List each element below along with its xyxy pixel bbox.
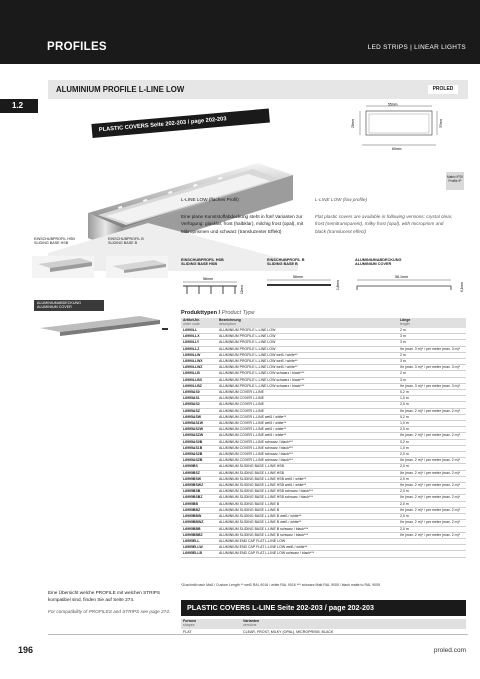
cell-length: 1,0 m	[398, 445, 466, 451]
drawing-row-label-hsb: EINSCHUBPROFIL HSB SLIDING BASE HSB	[181, 258, 224, 267]
cell-length: 2,0 m	[398, 489, 466, 495]
col-versions: Varianten versions	[241, 619, 466, 629]
table-row	[181, 551, 466, 557]
description-de-heading: L-LINE LOW (flaches Profil)	[181, 197, 239, 202]
cell-description: ALUMINIUM SLIDING BASE L-LINE HSB	[217, 470, 398, 476]
cell-description: ALUMINIUM PROFILE L-LINE LOW	[217, 328, 398, 334]
cell-description: ALUMINIUM SLIDING BASE L-LINE B schwarz / black***	[217, 526, 398, 532]
cell-description: ALUMINIUM SLIDING BASE L-LINE HSB weiß / white**	[217, 483, 398, 489]
cell-length: 2,0 m	[398, 514, 466, 520]
cell-length: 3 m	[398, 359, 466, 365]
cell-order-code: L6990LLZ	[181, 346, 217, 352]
cell-description: ALUMINIUM SLIDING BASE L-LINE B weiß / white**	[217, 514, 398, 520]
cell-description: ALUMINIUM SLIDING BASE L-LINE B	[217, 507, 398, 513]
cell-length: Ihr (max. 3 m)* / per meter (max. 3 m)*	[398, 346, 466, 352]
plastic-covers-banner: PLASTIC COVERS Seite 202-203 / page 202-203	[91, 109, 270, 138]
thumb-label-hsb: EINSCHUBPROFIL HSB SLIDING BASE HSB	[34, 237, 75, 246]
product-title: ALUMINIUM PROFILE L-LINE LOW	[56, 85, 185, 94]
cell-order-code: L6995AS2B	[181, 452, 217, 458]
cell-length: Ihr (max. 2 m)* / per meter (max. 2 m)*	[398, 507, 466, 513]
cell-description: ALUMINIUM COVER L-LINE schwarz / black***	[217, 439, 398, 445]
cell-order-code: L6995BSBZ	[181, 495, 217, 501]
cell-description: ALUMINIUM END CAP FLAT L-LINE LOW weiß / white**	[217, 545, 398, 551]
aluminium-cover-thumbnail	[30, 298, 175, 340]
description-en-text: Flat plastic covers are available in following versions: crystal clear, frost (semitransparent), milky frost (opal), with microprism and black (translucent effect)	[315, 214, 453, 234]
cell-order-code: L6995AS0	[181, 390, 217, 396]
cell-order-code: L6995ELLB	[181, 551, 217, 557]
cell-length: 2 m	[398, 352, 466, 358]
drawing-row-dim-cover: 58,1mm	[395, 275, 408, 279]
cell-description: ALUMINIUM SLIDING BASE L-LINE B schwarz / black***	[217, 532, 398, 538]
drawing-row-label-cover: ALUMINIUMABDECKUNG ALUMINIUM COVER	[355, 258, 402, 267]
cell-length: Ihr (max. 2 m)* / per meter (max. 2 m)*	[398, 532, 466, 538]
col-shapes: Formen shapes	[181, 619, 241, 629]
product-types-heading: Produkttypen / Product Type	[181, 310, 255, 316]
col-description: Bezeichnung description	[217, 318, 398, 328]
cell-length: Ihr (max. 2 m)* / per meter (max. 2 m)*	[398, 470, 466, 476]
cell-order-code: L6990LLWZ	[181, 365, 217, 371]
cell-order-code: L6995BB	[181, 501, 217, 507]
cell-length: Ihr (max. 3 m)* / per meter (max. 3 m)*	[398, 365, 466, 371]
cell-length: 3 m	[398, 334, 466, 340]
cell-order-code: L6995ASZW	[181, 433, 217, 439]
thumb-label-cover: ALUMINIUMABDECKUNG ALUMINIUM COVER	[34, 300, 104, 311]
cell-length: Ihr (max. 2 m)* / per meter (max. 2 m)*	[398, 458, 466, 464]
cell-description: ALUMINIUM COVER L-LINE weiß / white**	[217, 427, 398, 433]
cell-description: ALUMINIUM COVER L-LINE weiß / white**	[217, 421, 398, 427]
drawing-row-dim-hsb: 56mm	[203, 277, 213, 281]
cell-length: 2,0 m	[398, 402, 466, 408]
cell-order-code: L6990LL	[181, 328, 217, 334]
product-types-heading-de: Produkttypen	[181, 310, 218, 316]
ip-badge: Matrix IP20 Profile IP	[446, 172, 464, 190]
cell-description: ALUMINIUM END CAP FLAT L-LINE LOW schwarz / black***	[217, 551, 398, 557]
cell-description: ALUMINIUM COVER L-LINE	[217, 390, 398, 396]
cell-order-code: L6995BBB	[181, 526, 217, 532]
cell-description: ALUMINIUM COVER L-LINE	[217, 402, 398, 408]
cell-length: 0,2 m	[398, 439, 466, 445]
cell-description: ALUMINIUM PROFILE L-LINE LOW	[217, 334, 398, 340]
drawing-row-dim-b: 56mm	[293, 275, 303, 279]
cell-description: ALUMINIUM SLIDING BASE L-LINE HSB	[217, 464, 398, 470]
cell-order-code: L6995ELL	[181, 538, 217, 544]
drawing-row-dim2-b: 1,8mm	[336, 280, 340, 290]
cell-length: 3 m	[398, 340, 466, 346]
cell-order-code: L6995ASZB	[181, 458, 217, 464]
cell-description: ALUMINIUM SLIDING BASE L-LINE HSB schwarz / black***	[217, 489, 398, 495]
cell-order-code: L6995AS2	[181, 402, 217, 408]
cell-length: Ihr (max. 2 m)* / per meter (max. 2 m)*	[398, 408, 466, 414]
description-en	[315, 196, 455, 235]
cell-description: ALUMINIUM COVER L-LINE weiß / white**	[217, 414, 398, 420]
cell-order-code: L6990LLB	[181, 371, 217, 377]
product-types-heading-en: Product Type	[221, 310, 255, 316]
product-title-bar	[48, 80, 468, 99]
cell-order-code: L6990LLY	[181, 340, 217, 346]
description-en-heading: L-LINE LOW (low profile)	[315, 197, 368, 202]
cell-description: ALUMINIUM PROFILE L-LINE LOW	[217, 340, 398, 346]
cell-order-code: L6995BBZ	[181, 507, 217, 513]
cell-length: Ihr (max. 2 m)* / per meter (max. 2 m)*	[398, 483, 466, 489]
cell-length: 2,0 m	[398, 501, 466, 507]
compatibility-note-en: For compatibility of PROFILES and STRIPS see page 274.	[48, 608, 171, 614]
cell-order-code: L6990LLBX	[181, 377, 217, 383]
compatibility-note	[48, 590, 172, 615]
cell-description: ALUMINIUM COVER L-LINE schwarz / black***	[217, 452, 398, 458]
col-order-code: Artikel-Nr. order code	[181, 318, 217, 328]
cell-length: 2 m	[398, 328, 466, 334]
cell-order-code: L6995BSW	[181, 476, 217, 482]
profile-cross-section-drawing	[340, 103, 470, 155]
cell-description: ALUMINIUM PROFILE L-LINE LOW schwarz / black***	[217, 383, 398, 389]
cell-order-code: L6995BSB	[181, 489, 217, 495]
cell-description: ALUMINIUM COVER L-LINE	[217, 396, 398, 402]
cell-order-code: L6995AS0B	[181, 439, 217, 445]
description-de-text: Eine plane Kunststoffabdeckung steht in fünf Varianten zur Verfügung: glasklar, frost (halbklar), milchig frost (opal), mit Mikroprismen und schwarz (transluzenter Effekt)	[181, 214, 304, 234]
cell-description: ALUMINIUM SLIDING BASE L-LINE HSB weiß / white**	[217, 476, 398, 482]
cell-order-code: L6990LLBZ	[181, 383, 217, 389]
cell-order-code: L6995ELLW	[181, 545, 217, 551]
cell-length: 2,0 m	[398, 476, 466, 482]
cell-order-code: L6995ASZ	[181, 408, 217, 414]
cell-description: ALUMINIUM PROFILE L-LINE LOW schwarz / black***	[217, 371, 398, 377]
cell-description: ALUMINIUM SLIDING BASE L-LINE B	[217, 501, 398, 507]
cell-order-code: L6990LLX	[181, 334, 217, 340]
page-number: 196	[18, 645, 34, 655]
drawing-row-dim2-hsb: 12mm	[240, 285, 244, 294]
compatibility-note-de: Eine Übersicht welche PROFILE mit welchen STRIPS kompatibel sind, finden Sie auf Seite 274.	[48, 590, 161, 602]
cell-length: 1,0 m	[398, 421, 466, 427]
cell-length: 0,2 m	[398, 390, 466, 396]
cell-length: 2 m	[398, 371, 466, 377]
cell-order-code: L6995AS1B	[181, 445, 217, 451]
cell-order-code: L6995ASW	[181, 414, 217, 420]
cell-order-code: L6995BBWZ	[181, 520, 217, 526]
drawing-height-label: 25mm	[351, 119, 355, 128]
pc-shape: FLAT	[183, 629, 192, 634]
cell-length: Ihr (max. 2 m)* / per meter (max. 2 m)*	[398, 520, 466, 526]
plastic-covers-title: PLASTIC COVERS L-LINE Seite 202-203 / page 202-203	[181, 600, 466, 616]
cell-description: ALUMINIUM SLIDING BASE L-LINE HSB schwarz / black***	[217, 495, 398, 501]
accessory-cross-sections	[181, 268, 466, 304]
table-header-row	[181, 619, 466, 629]
cell-order-code: L6995AS1	[181, 396, 217, 402]
header-band	[0, 0, 480, 64]
cell-length: 1,0 m	[398, 396, 466, 402]
cell-length: 2,0 m	[398, 464, 466, 470]
cell-order-code: L6995BBBZ	[181, 532, 217, 538]
table-footnote: *Zuschnitt nach Maß / Custom Length ** weiß RAL 9016 / white RAL 9016 *** schwarz Matt RAL 9005 / black matte to RAL 9005	[181, 583, 380, 587]
cell-length: Ihr (max. 3 m)* / per meter (max. 3 m)*	[398, 383, 466, 389]
cell-order-code: L6995AS1W	[181, 421, 217, 427]
cell-description: ALUMINIUM COVER L-LINE schwarz / black***	[217, 445, 398, 451]
pc-versions: CLEAR, FROST, MILKY (OPAL), MICROPRISM, BLACK	[243, 629, 334, 634]
cell-description: ALUMINIUM COVER L-LINE	[217, 408, 398, 414]
cell-length: Ihr (max. 2 m)* / per meter (max. 2 m)*	[398, 433, 466, 439]
product-types-table	[181, 318, 466, 558]
cell-description: ALUMINIUM END CAP FLAT L-LINE LOW	[217, 538, 398, 544]
drawing-width-label: 55mm	[388, 103, 398, 107]
drawing-height2-label: 37mm	[439, 119, 443, 128]
drawing-bottom-label: 60mm	[392, 147, 402, 151]
cell-order-code: L6990LLWX	[181, 359, 217, 365]
cell-description: ALUMINIUM COVER L-LINE schwarz / black***	[217, 458, 398, 464]
cell-order-code: L6995BSWZ	[181, 483, 217, 489]
drawing-row-dim2-cover: 6,1mm	[460, 282, 464, 292]
cell-order-code: L6995BS	[181, 464, 217, 470]
plastic-covers-table	[181, 619, 466, 635]
cell-length: 2,0 m	[398, 526, 466, 532]
cell-description: ALUMINIUM PROFILE L-LINE LOW weiß / white**	[217, 352, 398, 358]
page-category-right: LED STRIPS | LINEAR LIGHTS	[367, 44, 466, 51]
website-link[interactable]: proled.com	[433, 647, 466, 654]
cell-description: ALUMINIUM COVER L-LINE weiß / white**	[217, 433, 398, 439]
cell-length: 2,0 m	[398, 452, 466, 458]
cell-description: ALUMINIUM PROFILE L-LINE LOW	[217, 346, 398, 352]
page-category-title: PROFILES	[47, 41, 107, 53]
cell-length: 3 m	[398, 377, 466, 383]
cell-description: ALUMINIUM PROFILE L-LINE LOW schwarz / black***	[217, 377, 398, 383]
brand-logo: PROLED	[428, 85, 458, 94]
cell-length: 2,0 m	[398, 427, 466, 433]
footer-divider	[48, 634, 468, 635]
col-length: Länge length	[398, 318, 466, 328]
section-number: 1.2	[0, 99, 38, 113]
cell-length	[398, 551, 466, 557]
sliding-base-thumbnails	[30, 250, 175, 290]
table-header-row	[181, 318, 466, 328]
cell-order-code: L6990LLW	[181, 352, 217, 358]
cell-description: ALUMINIUM PROFILE L-LINE LOW weiß / white**	[217, 359, 398, 365]
cell-description: ALUMINIUM PROFILE L-LINE LOW weiß / white**	[217, 365, 398, 371]
cell-length: 0,2 m	[398, 414, 466, 420]
drawing-row-label-b: EINSCHUBPROFIL B SLIDING BASE B	[267, 258, 305, 267]
description-de	[181, 196, 311, 235]
cell-order-code: L6995AS2W	[181, 427, 217, 433]
cell-description: ALUMINIUM SLIDING BASE L-LINE B weiß / white**	[217, 520, 398, 526]
cell-length: Ihr (max. 2 m)* / per meter (max. 2 m)*	[398, 495, 466, 501]
cell-order-code: L6995BBW	[181, 514, 217, 520]
thumb-label-b: EINSCHUBPROFIL B SLIDING BASE B	[108, 237, 144, 246]
cell-order-code: L6995BSZ	[181, 470, 217, 476]
